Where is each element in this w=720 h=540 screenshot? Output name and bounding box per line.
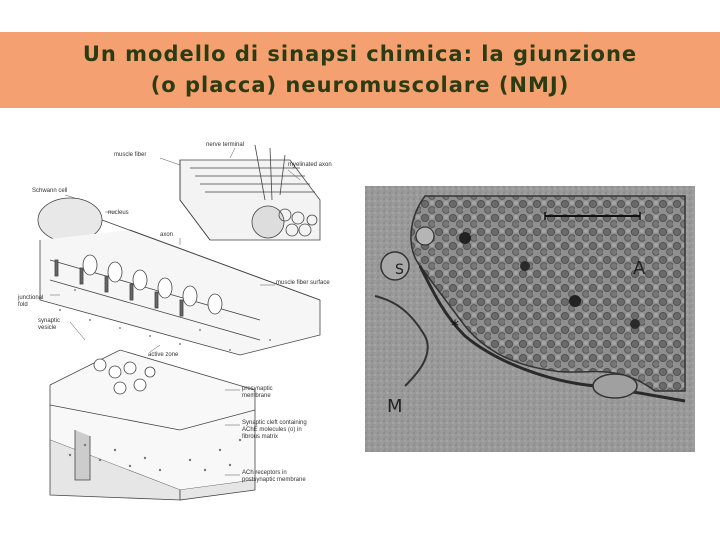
label-junctional-fold: junctional fold (18, 295, 44, 308)
label-synaptic-vesicle: synaptic vesicle (38, 318, 61, 331)
micrograph-label-star: * (451, 316, 459, 335)
micrograph-label-s: S (395, 262, 404, 278)
label-muscle-fiber: muscle fiber (114, 152, 147, 158)
label-active-zone: active zone (148, 352, 179, 358)
label-presynaptic-membrane: presynaptic membrane (242, 386, 273, 399)
label-nerve-terminal: nerve terminal (206, 142, 245, 148)
slide-title-line-1: Un modello di sinapsi chimica: la giunzione (82, 42, 638, 66)
schematic-drawing (30, 140, 350, 510)
label-synaptic-cleft: Synaptic cleft containing AChE molecules (o) in fibrous matrix (242, 420, 307, 440)
slide-title-line-2: (o placca) neuromuscolare (NMJ) (150, 73, 570, 97)
micrograph-image (365, 186, 695, 452)
micrograph-label-m: M (387, 396, 403, 417)
electron-micrograph (365, 186, 695, 452)
label-muscle-fiber-surface: muscle fiber surface (276, 280, 330, 286)
label-myelinated-axon: myelinated axon (288, 162, 332, 168)
label-axon: axon (160, 232, 174, 238)
label-ach-receptors: ACh receptors in postsynaptic membrane (242, 470, 306, 483)
label-schwann-cell: Schwann cell (32, 188, 68, 194)
nmj-schematic-diagram (18, 140, 350, 510)
micrograph-label-a: A (633, 258, 646, 279)
label-nucleus: nucleus (108, 210, 129, 216)
